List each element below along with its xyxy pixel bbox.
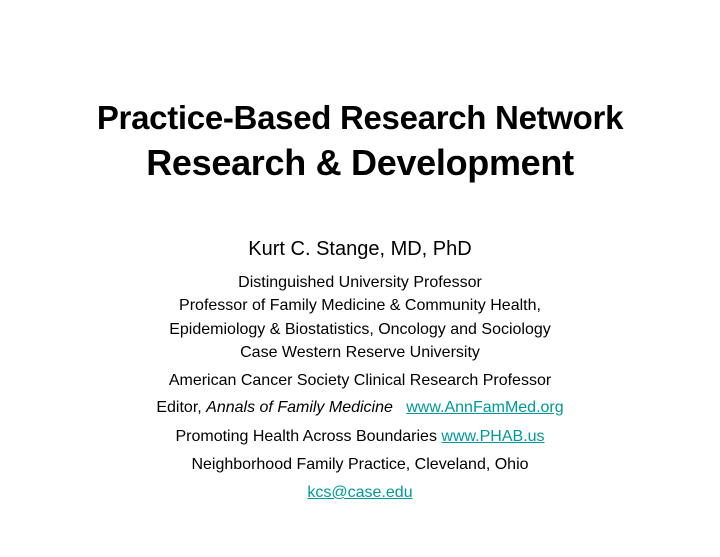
editor-prefix: Editor, — [156, 399, 207, 416]
acs-professorship: American Cancer Society Clinical Research Professor — [168, 372, 552, 389]
phab-text: Promoting Health Across Boundaries — [175, 428, 442, 445]
role-departments: Epidemiology & Biostatistics, Oncology and Sociology — [169, 321, 551, 338]
university-name: Case Western Reserve University — [240, 344, 480, 361]
slide-title-line-1: Practice-Based Research Network — [96, 99, 624, 136]
slide-title-line-2: Research & Development — [146, 142, 574, 183]
email-link[interactable]: kcs@case.edu — [307, 484, 413, 501]
role-family-medicine: Professor of Family Medicine & Community Health, — [179, 297, 541, 314]
email-line — [0, 483, 720, 503]
journal-website-link[interactable]: www.AnnFamMed.org — [406, 399, 564, 416]
phab-line — [0, 427, 720, 447]
practice-line: Neighborhood Family Practice, Cleveland, Ohio — [191, 456, 529, 473]
role-distinguished-professor: Distinguished University Professor — [238, 274, 482, 291]
phab-website-link[interactable]: www.PHAB.us — [441, 428, 545, 445]
presenter-name: Kurt C. Stange, MD, PhD — [248, 238, 472, 260]
editor-line — [0, 398, 720, 418]
journal-title: Annals of Family Medicine — [206, 399, 393, 416]
